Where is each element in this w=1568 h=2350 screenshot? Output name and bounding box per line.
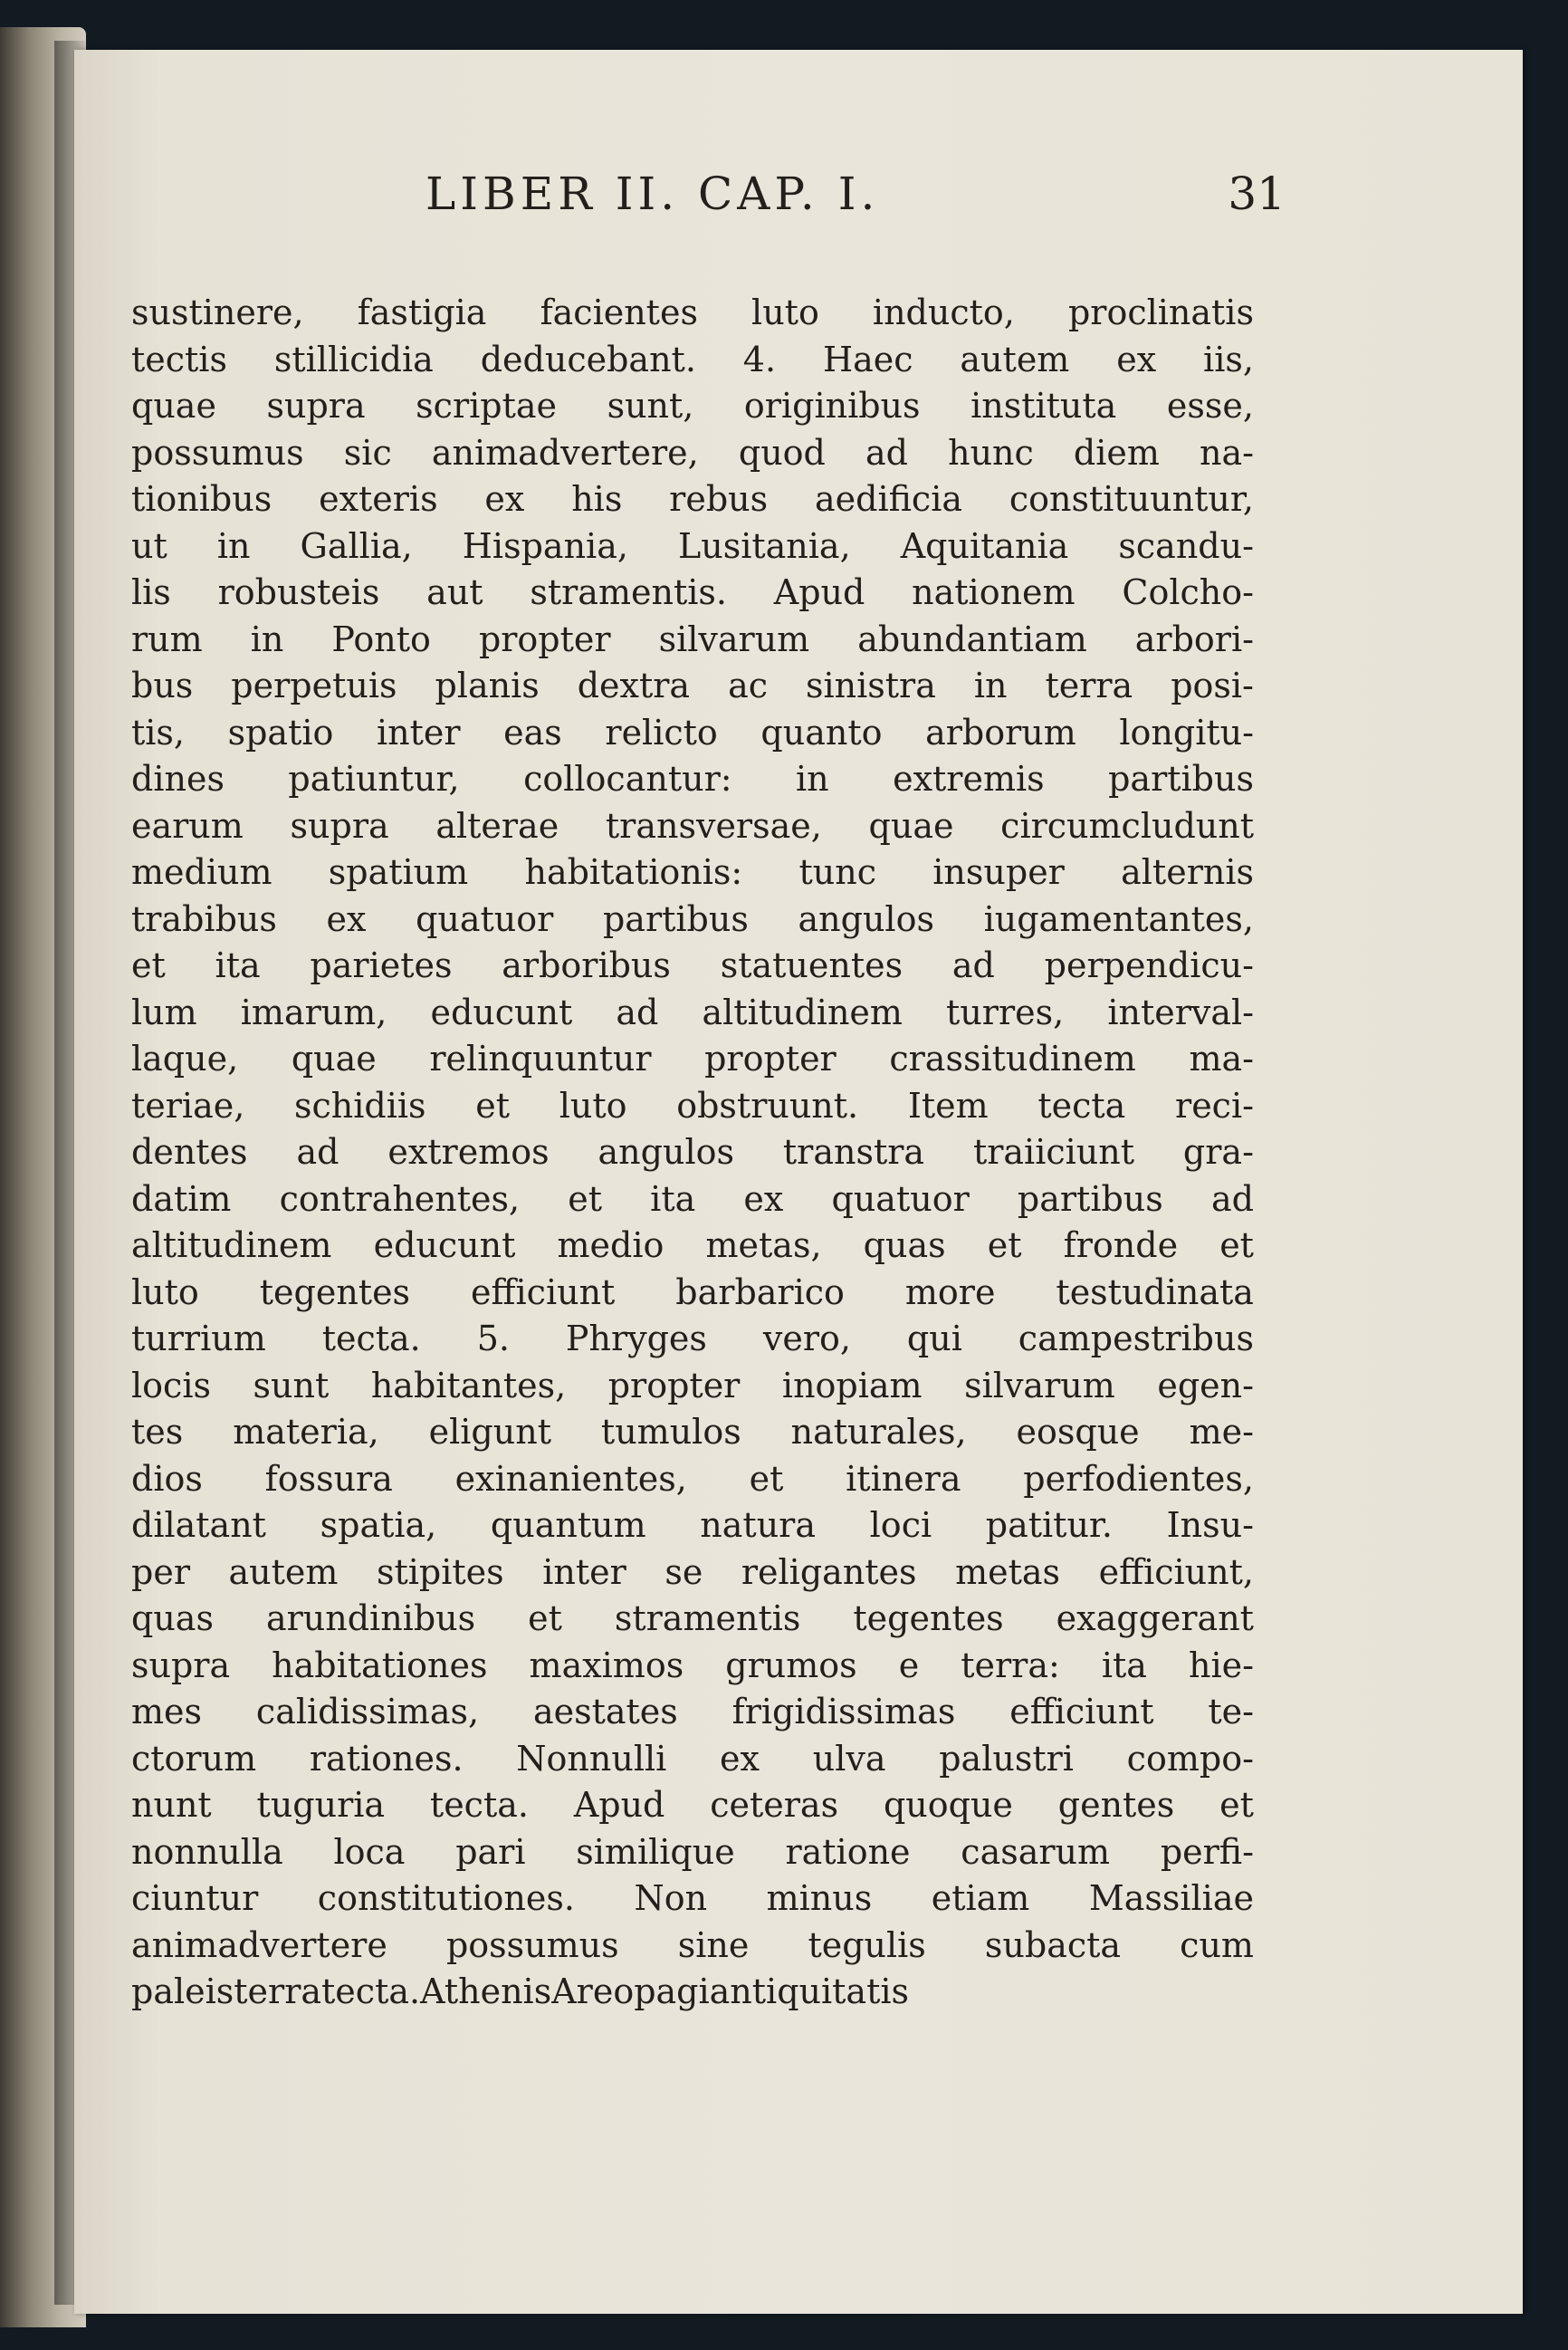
text-line: bus perpetuis planis dextra ac sinistra in terra posi- bbox=[131, 666, 1254, 705]
text-line: nonnulla loca pari similique ratione casarum perfi- bbox=[131, 1831, 1254, 1872]
text-line: lis robusteis aut stramentis. Apud nationem Colcho- bbox=[131, 572, 1254, 612]
text-line: paleis terra tecta. Athenis Areopagi antiquitatis bbox=[131, 1971, 910, 2011]
running-head: LIBER II. CAP. I. bbox=[425, 168, 880, 220]
page-number: 31 bbox=[1228, 168, 1286, 220]
text-line: lum imarum, educunt ad altitudinem turres, interval- bbox=[131, 992, 1254, 1032]
text-line: rum in Ponto propter silvarum abundantiam arbori- bbox=[131, 619, 1254, 659]
text-line: per autem stipites inter se religantes metas efficiunt, bbox=[131, 1551, 1254, 1592]
text-line: earum supra alterae transversae, quae circumcludunt bbox=[131, 805, 1254, 846]
text-line: quas arundinibus et stramentis tegentes exaggerant bbox=[131, 1598, 1254, 1638]
body-text bbox=[131, 290, 1254, 2016]
text-line: nunt tuguria tecta. Apud ceteras quoque gentes et bbox=[131, 1785, 1254, 1825]
text-line: ciuntur constitutiones. Non minus etiam Massiliae bbox=[131, 1878, 1254, 1918]
text-line: trabibus ex quatuor partibus angulos iugamentantes, bbox=[131, 898, 1254, 939]
text-line: possumus sic animadvertere, quod ad hunc diem na- bbox=[131, 432, 1254, 473]
text-line: dentes ad extremos angulos transtra traiiciunt gra- bbox=[131, 1132, 1254, 1172]
text-line: tionibus exteris ex his rebus aedificia constituuntur, bbox=[131, 479, 1254, 519]
text-line: teriae, schidiis et luto obstruunt. Item tecta reci- bbox=[131, 1085, 1254, 1126]
text-line: dines patiuntur, collocantur: in extremis partibus bbox=[131, 759, 1254, 799]
text-line: luto tegentes efficiunt barbarico more testudinata bbox=[131, 1271, 1254, 1312]
text-line: ctorum rationes. Nonnulli ex ulva palustri compo- bbox=[131, 1738, 1254, 1779]
text-line: datim contrahentes, et ita ex quatuor partibus ad bbox=[131, 1178, 1254, 1219]
text-line: medium spatium habitationis: tunc insuper alternis bbox=[131, 852, 1254, 892]
text-line: animadvertere possumus sine tegulis subacta cum bbox=[131, 1924, 1254, 1965]
text-line: tectis stillicidia deducebant. 4. Haec autem ex iis, bbox=[131, 339, 1254, 379]
text-line: laque, quae relinquuntur propter crassitudinem ma- bbox=[131, 1039, 1254, 1079]
text-line: et ita parietes arboribus statuentes ad perpendicu- bbox=[131, 945, 1254, 985]
text-line: mes calidissimas, aestates frigidissimas efficiunt te- bbox=[131, 1692, 1254, 1731]
text-line: tis, spatio inter eas relicto quanto arborum longitu- bbox=[131, 712, 1254, 753]
text-line: ut in Gallia, Hispania, Lusitania, Aquitania scandu- bbox=[131, 525, 1254, 566]
text-line: dios fossura exinanientes, et itinera perfodientes, bbox=[131, 1458, 1254, 1499]
text-line: tes materia, eligunt tumulos naturales, eosque me- bbox=[131, 1412, 1254, 1452]
text-line: sustinere, fastigia facientes luto inducto, proclinatis bbox=[131, 293, 1254, 332]
text-line: locis sunt habitantes, propter inopiam silvarum egen- bbox=[131, 1365, 1254, 1405]
text-line: supra habitationes maximos grumos e terra: ita hie- bbox=[131, 1645, 1254, 1685]
page-header bbox=[425, 168, 1331, 249]
text-line: altitudinem educunt medio metas, quas et fronde et bbox=[131, 1225, 1254, 1265]
text-line: quae supra scriptae sunt, originibus instituta esse, bbox=[131, 386, 1254, 426]
text-line: turrium tecta. 5. Phryges vero, qui campestribus bbox=[131, 1319, 1254, 1358]
text-line: dilatant spatia, quantum natura loci patitur. Insu- bbox=[131, 1505, 1254, 1545]
